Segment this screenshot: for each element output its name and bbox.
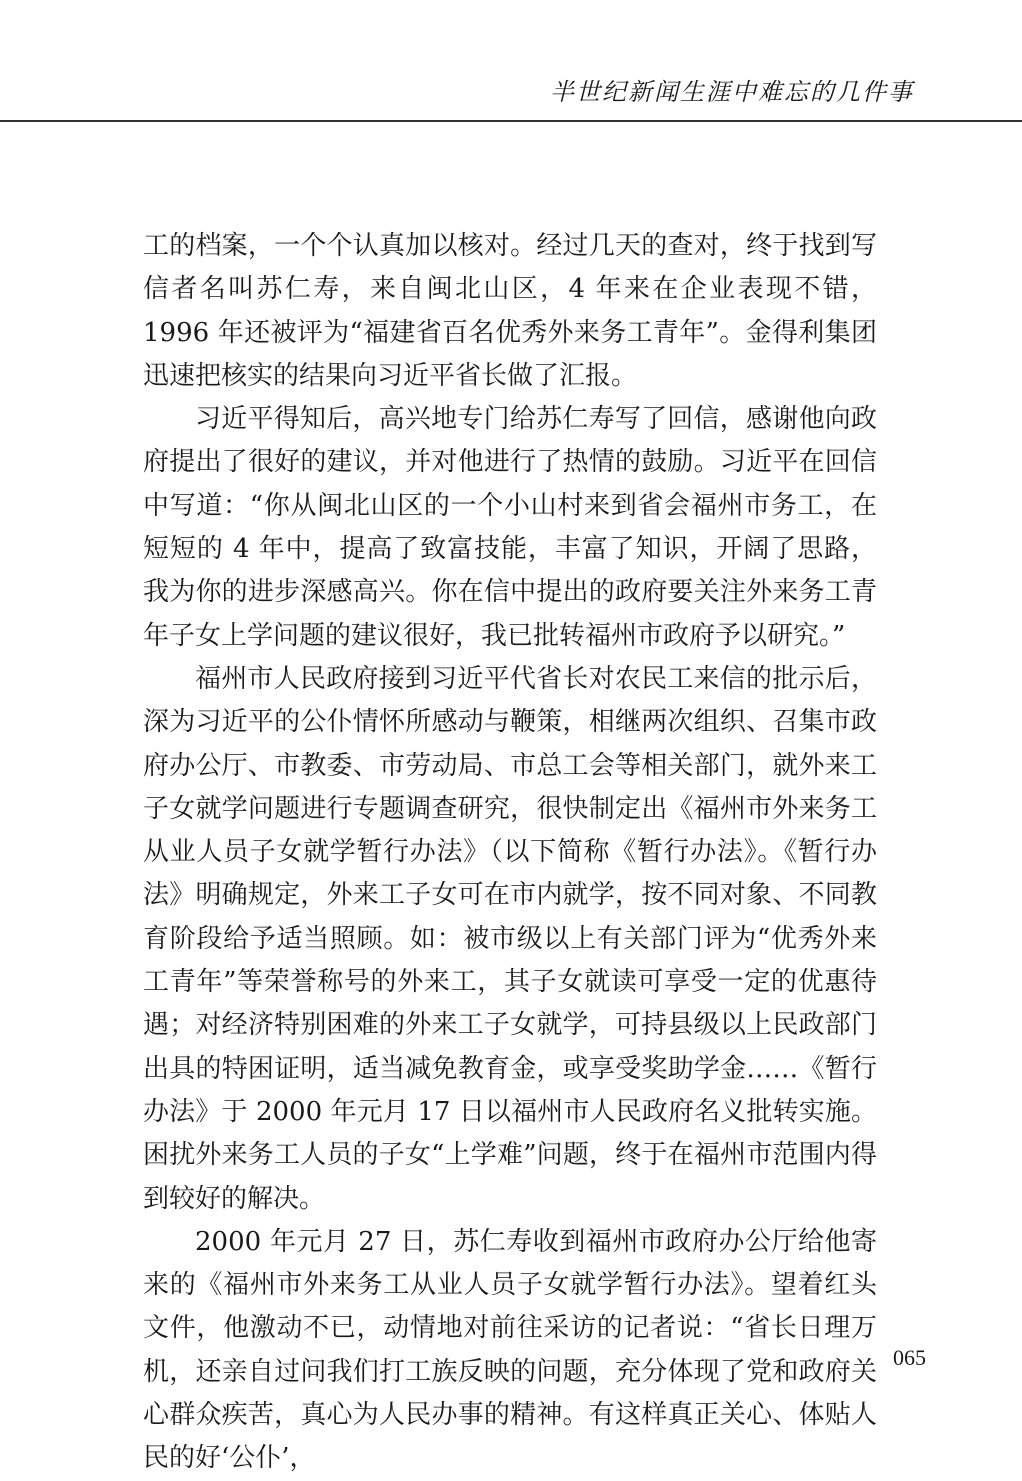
paragraph: 福州市人民政府接到习近平代省长对农民工来信的批示后，深为习近平的公仆情怀所感动与鞭策，相继两次组织、召集市政府办公厅、市教委、市劳动局、市总工会等相关部门，就外来工子女就学问题进行专题调查研究，很快制定出《福州市外来务工从业人员子女就学暂行办法》（以下简称《暂行办法》。《暂行办法》明确规定，外来工子女可在市内就学，按不同对象、不同教育阶段给予适当照顾。如：被市级以上有关部门评为“优秀外来工青年”等荣誉称号的外来工，其子女就读可享受一定的优惠待遇；对经济特别困难的外来工子女就学，可持县级以上民政部门出具的特困证明，适当减免教育金，或享受奖助学金……《暂行办法》于 2000 年元月 17 日以福州市人民政府名义批转实施。困扰外来务工人员的子女“上学难”问题，终于在福州市范围内得到较好的解决。 xyxy=(143,663,877,1214)
body-text xyxy=(143,225,877,1481)
header-rule xyxy=(0,120,1022,122)
page-number: 065 xyxy=(893,1345,926,1370)
paragraph-continued: 工的档案，一个个认真加以核对。经过几天的查对，终于找到写信者名叫苏仁寿，来自闽北山区，4 年来在企业表现不错，1996 年还被评为“福建省百名优秀外来务工青年”。金得利集团迅速把核实的结果向习近平省长做了汇报。 xyxy=(143,231,877,391)
paragraph: 2000 年元月 27 日，苏仁寿收到福州市政府办公厅给他寄来的《福州市外来务工从业人员子女就学暂行办法》。望着红头文件，他激动不已，动情地对前往采访的记者说：“省长日理万机，还亲自过问我们打工族反映的问题，充分体现了党和政府关心群众疾苦，真心为人民办事的精神。有这样真正关心、体贴人民的好‘公仆’， xyxy=(143,1226,877,1474)
paragraph: 习近平得知后，高兴地专门给苏仁寿写了回信，感谢他向政府提出了很好的建议，并对他进行了热情的鼓励。习近平在回信中写道：“你从闽北山区的一个小山村来到省会福州市务工，在短短的 4 年中，提高了致富技能，丰富了知识，开阔了思路，我为你的进步深感高兴。你在信中提出的政府要关注外来务工青年子女上学问题的建议很好，我已批转福州市政府予以研究。” xyxy=(143,404,877,651)
running-header-title: 半世纪新闻生涯中难忘的几件事 xyxy=(550,78,914,106)
